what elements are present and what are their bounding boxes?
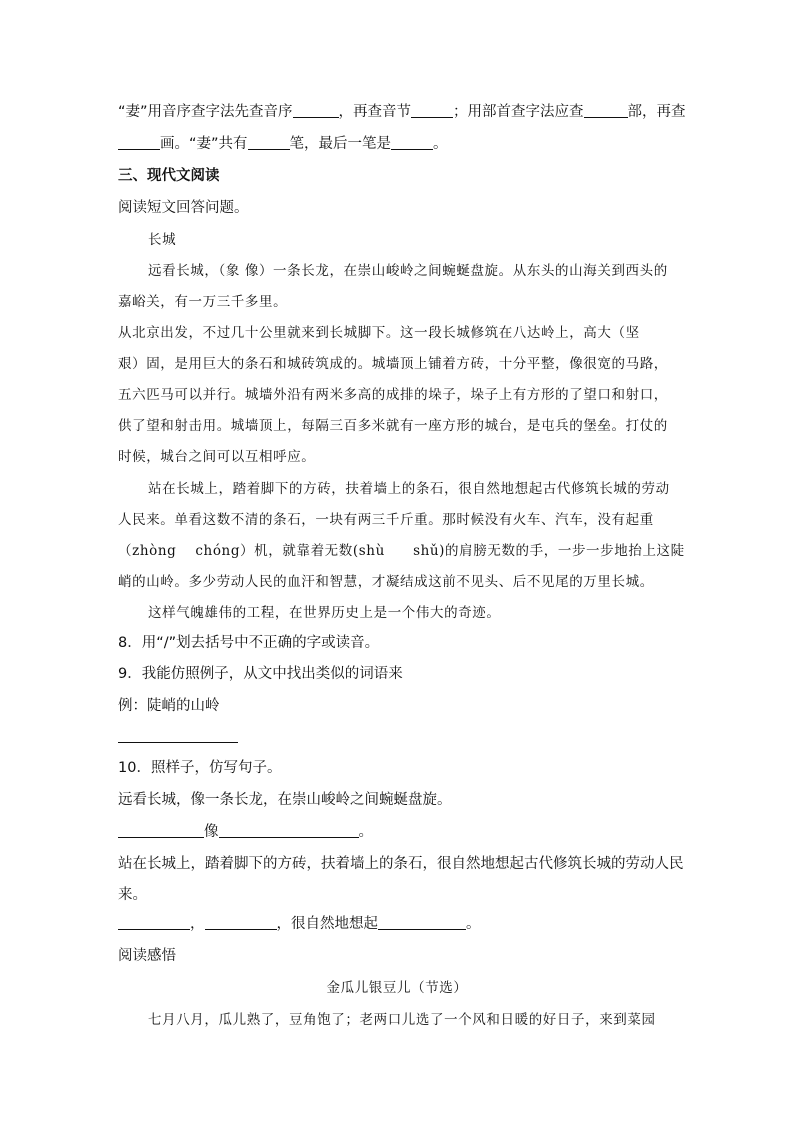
q9-answer-line[interactable]	[118, 742, 238, 743]
reading2-title: 金瓜儿银豆儿（节选）	[326, 980, 468, 996]
q10-fill2: ， ，很自然地想起 。	[118, 914, 481, 934]
q10-fill2-blank-c[interactable]	[378, 915, 466, 930]
q10-example2-line1: 站在长城上，踏着脚下的方砖，扶着墙上的条石，很自然地想起古代修筑长城的劳动人民	[118, 856, 684, 872]
blank-hua[interactable]	[118, 135, 160, 150]
passage-line: （zhòng chóng）机，就靠着无数(shù shǔ)的肩膀无数的手，一步一步地抬上这陡	[118, 543, 685, 559]
q10-fill1: 像 。	[118, 822, 373, 842]
passage-line: 嘉峪关，有一万三千多里。	[118, 294, 288, 310]
section3-title: 三、现代文阅读	[118, 168, 220, 184]
section3-instruction: 阅读短文回答问题。	[118, 200, 249, 216]
q10-fill2-blank-b[interactable]	[205, 915, 277, 930]
passage-line: 站在长城上，踏着脚下的方砖，扶着墙上的条石，很自然地想起古代修筑长城的劳动	[148, 481, 670, 497]
passage-line: 艰）固，是用巨大的条石和城砖筑成的。城墙顶上铺着方砖，十分平整，像很宽的马路，	[118, 356, 668, 372]
dict-question-line2: 画。“妻”共有 笔，最后一笔是 。	[118, 134, 448, 154]
q10-example2-line2: 来。	[118, 887, 147, 903]
blank-zuihou[interactable]	[391, 135, 433, 150]
passage-line: 峭的山岭。多少劳动人民的血汗和智慧，才凝结成这前不见头、后不见尾的万里长城。	[118, 574, 654, 590]
passage-line: 远看长城，（象 像）一条长龙，在崇山峻岭之间蜿蜒盘旋。从东头的山海关到西头的	[148, 263, 668, 279]
blank-bushou[interactable]	[584, 103, 628, 118]
passage-line: 时候，城台之间可以互相呼应。	[118, 449, 316, 465]
passage-line: 从北京出发，不过几十公里就来到长城脚下。这一段长城修筑在八达岭上，高大（坚	[118, 325, 640, 341]
q10-example1: 远看长城，像一条长龙，在崇山峻岭之间蜿蜒盘旋。	[118, 792, 452, 808]
blank-yinjie[interactable]	[411, 103, 453, 118]
passage-title: 长城	[148, 232, 177, 248]
q10-fill2-blank-a[interactable]	[118, 915, 190, 930]
reading2-heading: 阅读感悟	[118, 948, 176, 964]
question-9: 9．我能仿照例子，从文中找出类似的词语来	[118, 666, 403, 682]
question-9-example: 例：陡峭的山岭	[118, 698, 220, 714]
q10-fill1-blank-b[interactable]	[219, 823, 359, 838]
question-8: 8．用“/”划去括号中不正确的字或读音。	[118, 635, 380, 651]
reading2-first-line: 七月八月，瓜儿熟了，豆角饱了；老两口儿选了一个风和日暖的好日子，来到菜园	[148, 1012, 656, 1028]
blank-yinxu[interactable]	[293, 103, 339, 118]
blank-bishu[interactable]	[248, 135, 290, 150]
passage-line: 这样气魄雄伟的工程，在世界历史上是一个伟大的奇迹。	[148, 605, 501, 621]
q10-fill1-blank-a[interactable]	[118, 823, 204, 838]
passage-line: 人民来。单看这数不清的条石，一块有两三千斤重。那时候没有火车、汽车，没有起重	[118, 512, 654, 528]
dict-question-line1: “妻”用音序查字法先查音序 ，再查音节 ；用部首查字法应查 部，再查	[118, 104, 686, 120]
passage-line: 供了望和射击用。城墙顶上，每隔三百多米就有一座方形的城台，是屯兵的堡垒。打仗的	[118, 418, 668, 434]
passage-line: 五六匹马可以并行。城墙外沿有两米多高的成排的垛子，垛子上有方形的了望口和射口，	[118, 387, 668, 403]
question-10: 10．照样子，仿写句子。	[118, 760, 282, 776]
